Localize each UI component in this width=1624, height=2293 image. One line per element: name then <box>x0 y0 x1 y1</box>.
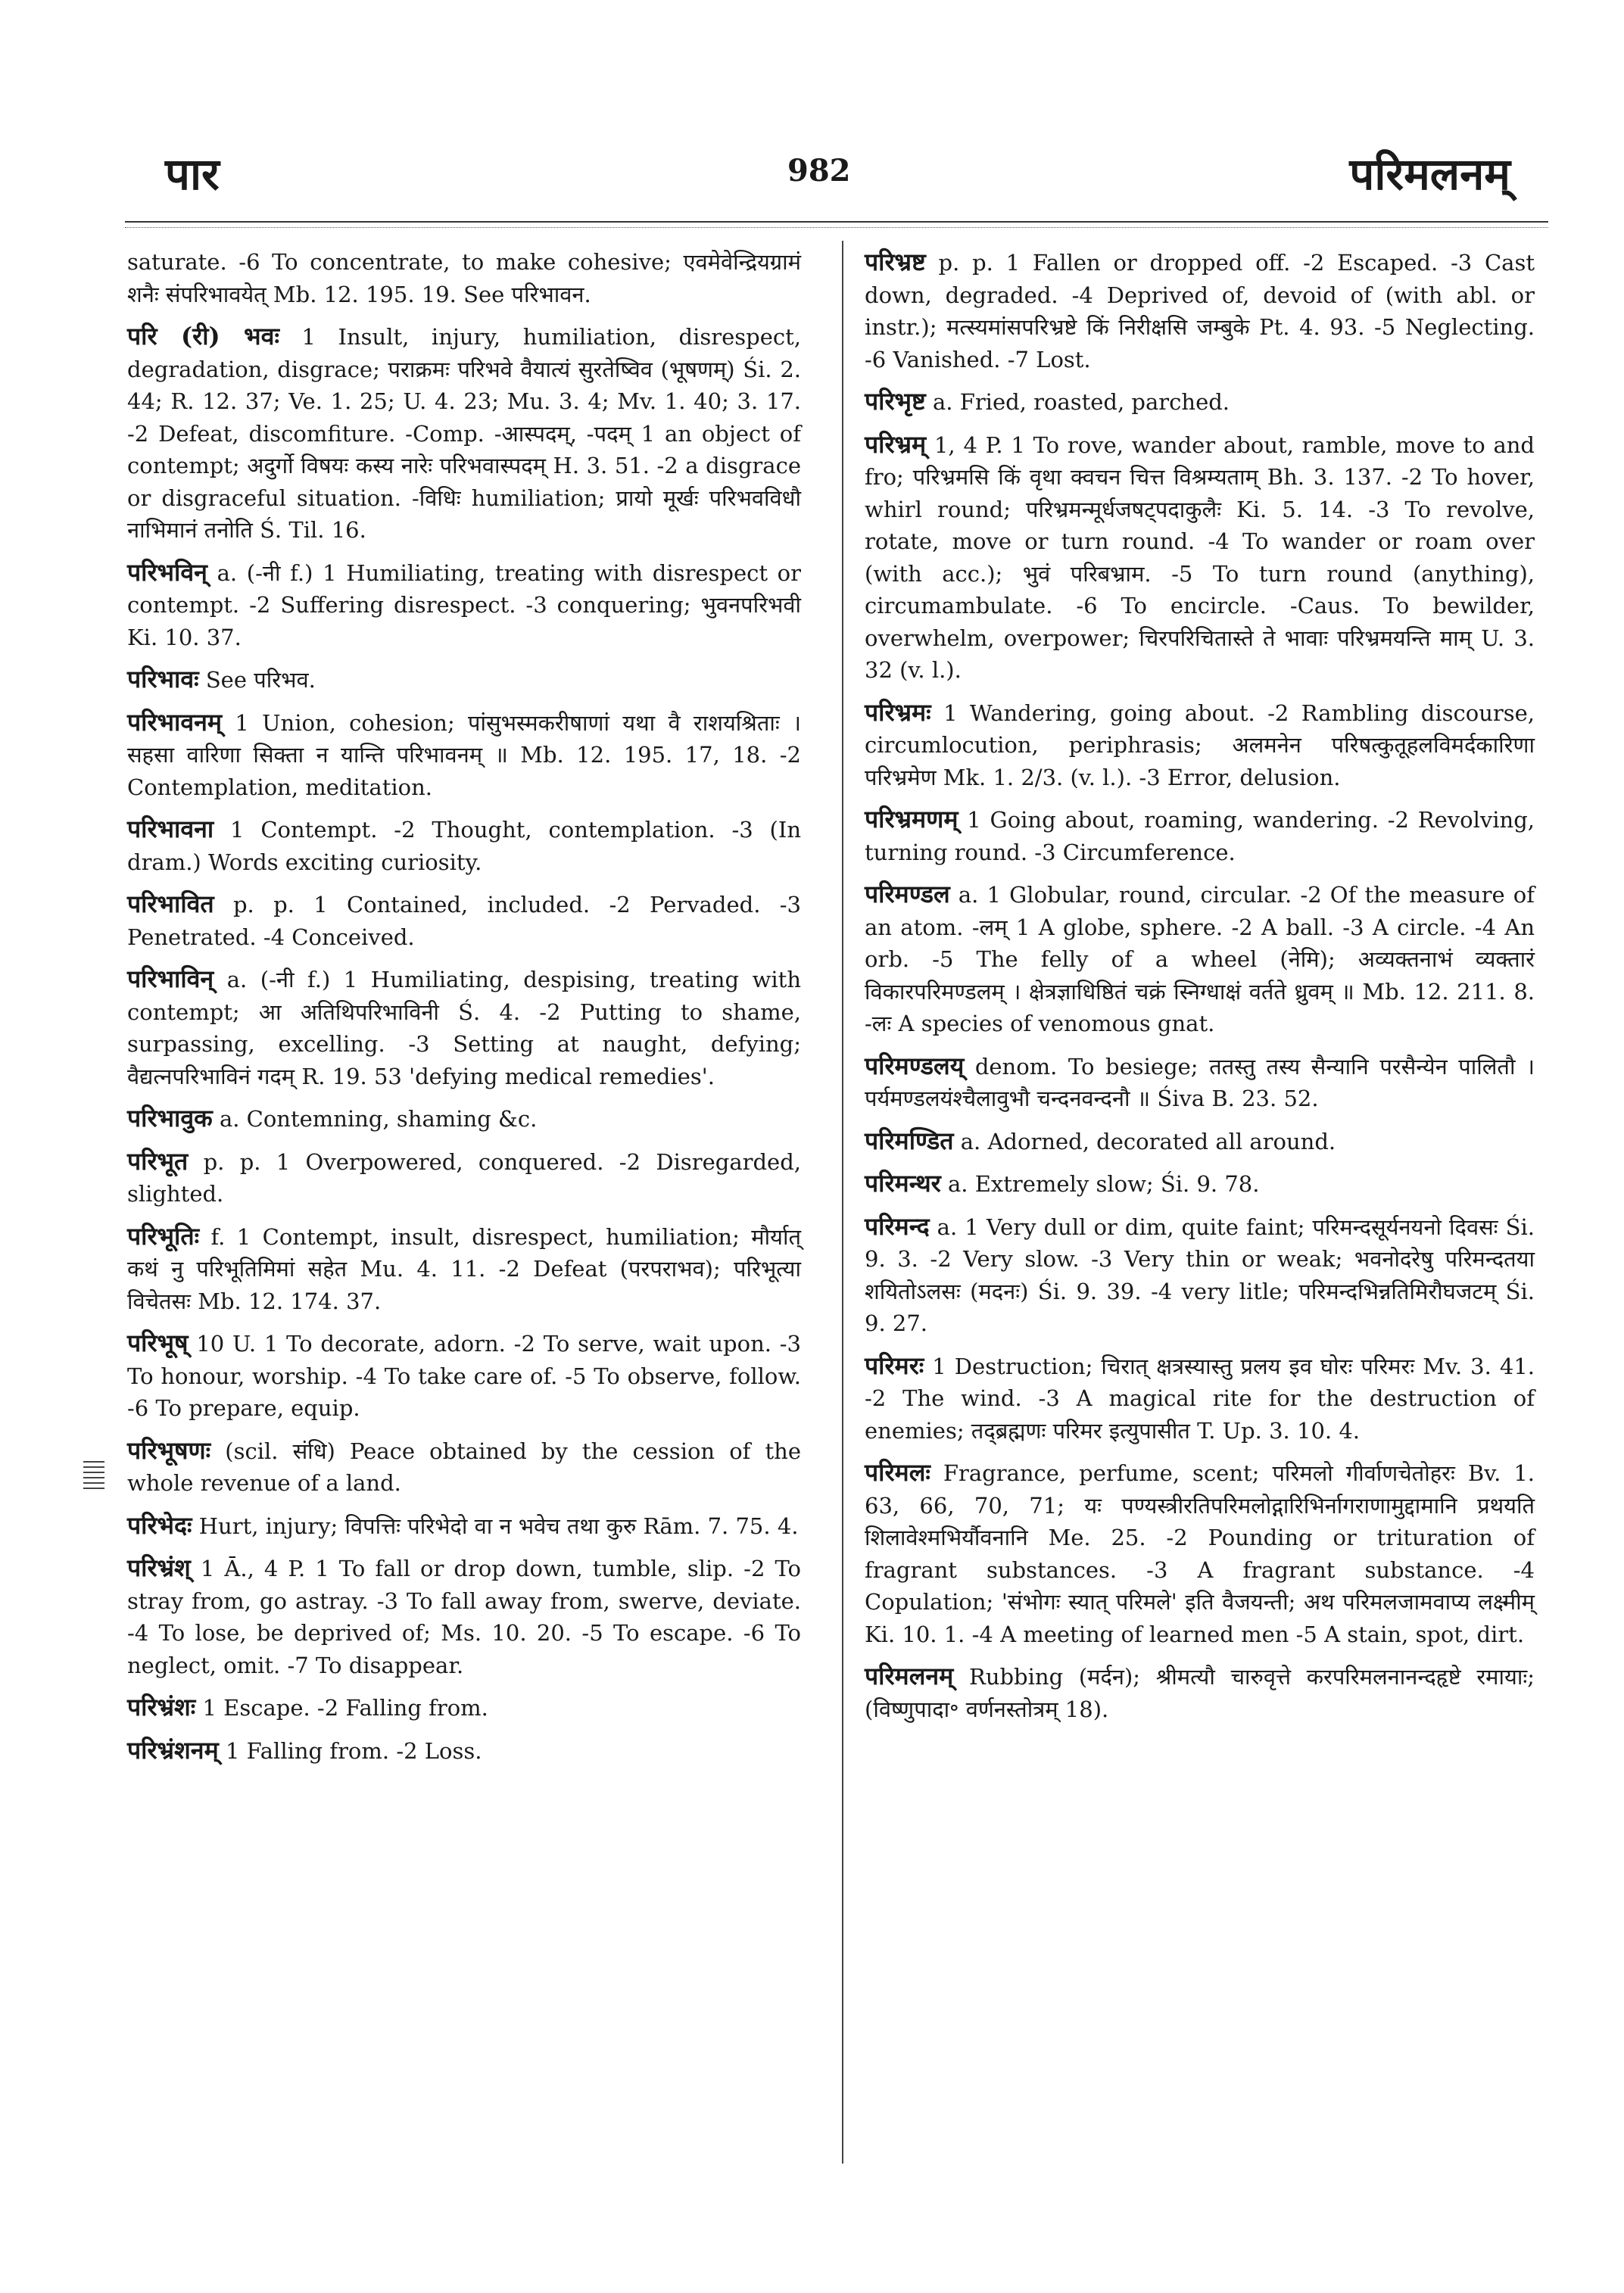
entry-headword: परिमण्डित <box>865 1126 954 1155</box>
running-head-right: परिमलनम् <box>1349 148 1510 200</box>
entry-headword: परिभ्रमणम् <box>865 805 959 833</box>
entry-headword: परिमण्डलय् <box>865 1051 965 1080</box>
margin-mark <box>83 1461 104 1493</box>
entry-definition: a. Adorned, decorated all around. <box>960 1128 1336 1154</box>
entry-definition: 1 Insult, injury, humiliation, disrespect, degradation, disgrace; पराक्रमः परिभवे वैयात्यं सुरतेष्विव (भूषणम्) Śi. 2. 44; R. 12. 37; Ve. 1. 25; U. 4. 23; Mu. 3. 4; Mv. 1. 40; 3. 17. -2 Defeat, discomfiture. -Comp. -आस्पदम्, -पदम् 1 an object of contempt; अदुर्गो विषयः कस्य नारेः परिभवास्पदम् H. 3. 51. -2 a disgrace or disgraceful situation. -विधिः humiliation; प्रायो मूर्खः परिभवविधौ नाभिमानं तनोति Ś. Til. 16. <box>127 324 801 543</box>
dictionary-entry <box>865 1350 1535 1447</box>
dictionary-entry <box>127 1145 801 1210</box>
dictionary-entry <box>865 1125 1535 1158</box>
entry-headword: परि (री) भवः <box>127 322 279 350</box>
dictionary-entry <box>865 385 1535 419</box>
dictionary-entry <box>127 1102 801 1136</box>
dictionary-entry <box>127 1509 801 1543</box>
entry-definition: a. 1 Globular, round, circular. -2 Of the measure of an atom. -लम् 1 A globe, sphere. -2 A ball. -3 A circle. -4 An orb. -5 The felly of a wheel (नेमि); अव्यक्तनाभं व्यक्तारं विकारपरिमण्डलम् । क्षेत्रज्ञाधिष्ठितं चक्रं स्निग्धाक्षं वर्तते ध्रुवम् ॥ Mb. 12. 211. 8. -लः A species of venomous gnat. <box>865 882 1535 1036</box>
entry-definition: f. 1 Contempt, insult, disrespect, humiliation; मौर्यात् कथं नु परिभूतिमिमां सहेत Mu. 4. 11. -2 Defeat (परपराभव); परिभूत्या विचेतसः Mb. 12. 174. 37. <box>127 1223 802 1314</box>
right-column <box>865 246 1535 1725</box>
dictionary-entry <box>127 246 801 310</box>
entry-headword: परिभूतिः <box>127 1221 200 1251</box>
entry-definition: denom. To besiege; ततस्तु तस्य सैन्यानि परसैन्येन पालितौ । पर्यमण्डलयंश्चैलावुभौ चन्दनवन्दनौ ॥ Śiva B. 23. 52. <box>865 1053 1535 1111</box>
dictionary-entry <box>127 663 801 696</box>
entry-headword: परिभ्रंशः <box>127 1693 196 1721</box>
dictionary-entry <box>865 1167 1535 1201</box>
entry-headword: परिभूषणः <box>127 1435 211 1465</box>
dictionary-entry <box>865 246 1535 375</box>
entry-definition: 1 Union, cohesion; पांसुभस्मकरीषाणां यथा वै राशयश्रिताः । सहसा वारिणा सिक्ता न यान्ति परिभावनम् ॥ Mb. 12. 195. 17, 18. -2 Contemplation, meditation. <box>127 709 802 800</box>
dictionary-entry <box>865 1210 1535 1340</box>
page-number: 982 <box>787 153 851 188</box>
entry-headword: परिमलनम् <box>865 1662 954 1690</box>
entry-headword: परिभ्रंशनम् <box>127 1735 219 1765</box>
dictionary-entry <box>127 706 801 804</box>
header-rule <box>125 221 1548 223</box>
entry-definition: (scil. संधि) Peace obtained by the cession of the whole revenue of a land. <box>127 1438 801 1496</box>
dictionary-entry <box>127 1734 801 1768</box>
entry-headword: परिमण्डल <box>865 880 950 908</box>
entry-definition: 1 Contempt. -2 Thought, contemplation. -3 (In dram.) Words exciting curiosity. <box>127 817 801 875</box>
entry-definition: 1 Going about, roaming, wandering. -2 Revolving, turning round. -3 Circumference. <box>865 807 1535 865</box>
entry-definition: a. Contemning, shaming &c. <box>219 1106 538 1132</box>
dictionary-entry <box>127 1220 801 1318</box>
entry-definition: Hurt, injury; विपत्तिः परिभेदो वा न भवेच तथा कुरु Rām. 7. 75. 4. <box>198 1513 799 1539</box>
column-divider <box>842 241 843 2164</box>
dictionary-entry <box>127 1435 801 1500</box>
entry-headword: परिभावित <box>127 889 214 918</box>
entry-headword: परिभ्रमः <box>865 697 931 727</box>
entry-headword: परिमलः <box>865 1458 930 1487</box>
entry-definition: p. p. 1 Fallen or dropped off. -2 Escaped. -3 Cast down, degraded. -4 Deprived of, devoid of (with abl. or instr.); मत्स्यमांसपरिभ्रष्टे किं निरीक्षसि जम्बुके Pt. 4. 93. -5 Neglecting. -6 Vanished. -7 Lost. <box>865 250 1535 372</box>
entry-headword: परिमन्द <box>865 1211 930 1241</box>
entry-headword: परिभूष् <box>127 1329 189 1357</box>
entry-definition: See परिभव. <box>205 667 316 693</box>
entry-definition: Fragrance, perfume, scent; परिमलो गीर्वाणचेतोहरः Bv. 1. 63, 66, 70, 71; यः पण्यस्त्रीरतिपरिमलोद्गारिभिर्नागराणामुद्दामानि प्रथयति शिलावेश्मभिर्यौवनानि Me. 25. -2 Pounding or trituration of fragrant substances. -3 A fragrant substance. -4 Copulation; 'संभोगः स्यात् परिमले' इति वैजयन्ती; अथ परिमलजामवाप्य लक्ष्मीम् Ki. 10. 1. -4 A meeting of learned men -5 A stain, spot, dirt. <box>865 1460 1535 1647</box>
entry-definition: a. Extremely slow; Śi. 9. 78. <box>948 1171 1260 1197</box>
dictionary-entry <box>865 428 1535 687</box>
dictionary-entry <box>127 888 801 953</box>
entry-headword: परिमरः <box>865 1351 924 1380</box>
entry-headword: परिभाविन् <box>127 964 214 993</box>
dictionary-entry <box>865 803 1535 868</box>
entry-definition: a. (-नी f.) 1 Humiliating, treating with disrespect or contempt. -2 Suffering disrespect. -3 conquering; भुवनपरिभवी Ki. 10. 37. <box>127 559 802 650</box>
entry-definition: 1, 4 P. 1 To rove, wander about, ramble, move to and fro; परिभ्रमसि किं वृथा क्वचन चित्त विश्रम्यताम् Bh. 3. 137. -2 To hover, whirl round; परिभ्रमन्मूर्धजषट्पदाकुलैः Ki. 5. 14. -3 To revolve, rotate, move or turn round. -4 To wander or roam over (with acc.); भुवं परिबभ्राम. -5 To turn round (anything), circumambulate. -6 To encircle. -Caus. To bewilder, overwhelm, overpower; चिरपरिचितास्ते ते भावाः परिभ्रमयन्ति माम् U. 3. 32 (v. l.). <box>865 431 1535 683</box>
dictionary-entry <box>127 963 801 1092</box>
dictionary-entry <box>127 1552 801 1681</box>
entry-definition: a. Fried, roasted, parched. <box>932 389 1230 415</box>
dictionary-entry <box>127 813 801 878</box>
entry-headword: परिभावनम् <box>127 707 223 737</box>
dictionary-entry <box>127 320 801 547</box>
entry-headword: परिभूत <box>127 1146 189 1176</box>
dictionary-entry <box>127 1327 801 1425</box>
entry-definition: saturate. -6 To concentrate, to make cohesive; एवमेवेन्द्रियग्रामं शनैः संपरिभावयेत् Mb. 12. 195. 19. See परिभावन. <box>127 249 801 307</box>
dictionary-entry <box>865 1050 1535 1115</box>
entry-headword: परिभृष्ट <box>865 387 926 416</box>
dictionary-entry <box>127 1691 801 1724</box>
dictionary-entry <box>865 1456 1535 1650</box>
entry-definition: 1 Ā., 4 P. 1 To fall or drop down, tumble, slip. -2 To stray from, go astray. -3 To fall away from, swerve, deviate. -4 To lose, be deprived of; Ms. 10. 20. -5 To escape. -6 To neglect, omit. -7 To disappear. <box>127 1556 802 1678</box>
entry-definition: 1 Falling from. -2 Loss. <box>225 1737 482 1764</box>
entry-headword: परिभेदः <box>127 1510 192 1540</box>
dictionary-entry <box>865 878 1535 1040</box>
entry-definition: 10 U. 1 To decorate, adorn. -2 To serve, wait upon. -3 To honour, worship. -4 To take care of. -5 To observe, follow. -6 To prepare, equip. <box>127 1331 802 1421</box>
entry-headword: परिभ्रष्ट <box>865 248 926 276</box>
entry-definition: p. p. 1 Contained, included. -2 Pervaded. -3 Penetrated. -4 Conceived. <box>127 892 802 950</box>
entry-headword: परिभावुक <box>127 1104 213 1132</box>
entry-definition: p. p. 1 Overpowered, conquered. -2 Disregarded, slighted. <box>127 1148 801 1207</box>
left-column <box>127 246 801 1767</box>
entry-definition: 1 Destruction; चिरात् क्षत्रस्यास्तु प्रलय इव घोरः परिमरः Mv. 3. 41. -2 The wind. -3 A magical rite for the destruction of enemies; तद्ब्रह्मणः परिमर इत्युपासीत T. Up. 3. 10. 4. <box>865 1353 1535 1444</box>
dictionary-entry <box>865 696 1535 794</box>
entry-headword: परिभावः <box>127 665 199 693</box>
entry-headword: परिभ्रम् <box>865 429 927 459</box>
entry-headword: परिमन्थर <box>865 1169 941 1198</box>
entry-definition: a. 1 Very dull or dim, quite faint; परिमन्दसूर्यनयनो दिवसः Śi. 9. 3. -2 Very slow. -3 Very thin or weak; भवनोदरेषु परिमन्दतया शयितोऽलसः (मदनः) Śi. 9. 39. -4 very litle; परिमन्दभिन्नतिमिरौघजटम् Śi. 9. 27. <box>865 1213 1535 1336</box>
entry-headword: परिभावना <box>127 815 214 843</box>
header-rule-dotted <box>125 227 1548 228</box>
dictionary-entry <box>127 556 801 654</box>
entry-headword: परिभविन् <box>127 557 207 587</box>
entry-definition: 1 Wandering, going about. -2 Rambling discourse, circumlocution, periphrasis; अलमनेन परिषत्कुतूहलविमर्दकारिणा परिभ्रमेण Mk. 1. 2/3. (v. l.). -3 Error, delusion. <box>865 699 1535 790</box>
dictionary-entry <box>865 1660 1535 1725</box>
entry-definition: Rubbing (मर्दन); श्रीमत्यौ चारुवृत्ते करपरिमलनानन्दहृष्टे रमायाः; (विष्णुपादा॰ वर्णनस्तोत्रम् 18). <box>865 1664 1535 1722</box>
entry-definition: a. (-नी f.) 1 Humiliating, despising, treating with contempt; आ अतिथिपरिभाविनी Ś. 4. -2 Putting to shame, surpassing, excelling. -3 Setting at naught, defying; वैद्यत्नपरिभाविनं गदम् R. 19. 53 'defying medical remedies'. <box>127 967 801 1089</box>
entry-definition: 1 Escape. -2 Falling from. <box>202 1695 488 1721</box>
entry-headword: परिभ्रंश् <box>127 1553 191 1582</box>
running-head-left: पार <box>165 148 220 200</box>
